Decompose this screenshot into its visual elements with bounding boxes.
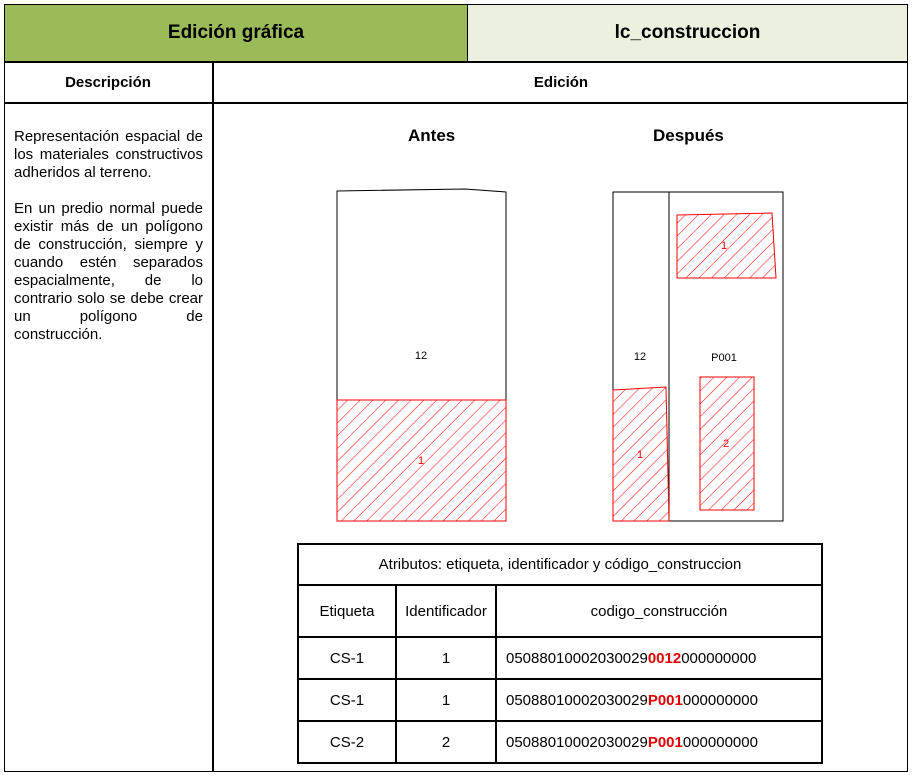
header-row-divider	[4, 102, 908, 104]
table-row	[298, 721, 822, 763]
column-header-description: Descripción	[65, 74, 151, 91]
table-row	[298, 637, 822, 679]
after-construction-top-label: 1	[720, 240, 728, 252]
row-identificador: 2	[396, 721, 496, 763]
code-suffix: 000000000	[681, 649, 757, 667]
column-divider	[212, 62, 214, 772]
column-header-edition: Edición	[533, 74, 589, 91]
after-heading: Después	[653, 126, 724, 145]
before-parcel-label: 12	[414, 350, 428, 362]
after-construction-left-label: 1	[636, 449, 644, 461]
attributes-table-title: Atributos: etiqueta, identificador y código_construccion	[298, 544, 822, 585]
row-codigo	[496, 637, 822, 679]
after-construction-bottom-label: 2	[722, 438, 730, 450]
table-header-etiqueta: Etiqueta	[298, 585, 396, 637]
code-highlight: P001	[647, 733, 683, 751]
parcel-diagram	[300, 180, 820, 530]
table-header-identificador: Identificador	[396, 585, 496, 637]
after-parcel-right-label: P001	[711, 352, 737, 364]
attributes-table	[297, 543, 823, 764]
code-suffix: 000000000	[682, 733, 758, 751]
before-heading: Antes	[408, 126, 456, 145]
row-etiqueta: CS-1	[298, 679, 396, 721]
before-construction-label: 1	[417, 455, 425, 467]
after-parcel-left-label: 12	[633, 351, 647, 363]
code-suffix: 000000000	[682, 691, 758, 709]
code-highlight: 0012	[647, 649, 682, 667]
description-paragraph-2: En un predio normal puede existir más de un polígono de construcción, siempre y cuando estén separados espacialmente, de lo contrario solo se debe crear un polígono de construcción.	[14, 200, 203, 343]
table-header-codigo: codigo_construcción	[496, 585, 822, 637]
row-identificador: 1	[396, 679, 496, 721]
row-codigo	[496, 721, 822, 763]
description-text	[14, 128, 203, 362]
row-etiqueta: CS-1	[298, 637, 396, 679]
code-prefix: 05088010002030029	[506, 649, 648, 667]
description-paragraph-1: Representación espacial de los materiales constructivos adheridos al terreno.	[14, 128, 203, 181]
row-identificador: 1	[396, 637, 496, 679]
row-codigo	[496, 679, 822, 721]
header-left-title: Edición gráfica	[4, 4, 468, 62]
table-row	[298, 679, 822, 721]
code-prefix: 05088010002030029	[506, 733, 648, 751]
row-etiqueta: CS-2	[298, 721, 396, 763]
code-highlight: P001	[647, 691, 683, 709]
code-prefix: 05088010002030029	[506, 691, 648, 709]
header-right-title: lc_construccion	[467, 4, 908, 62]
